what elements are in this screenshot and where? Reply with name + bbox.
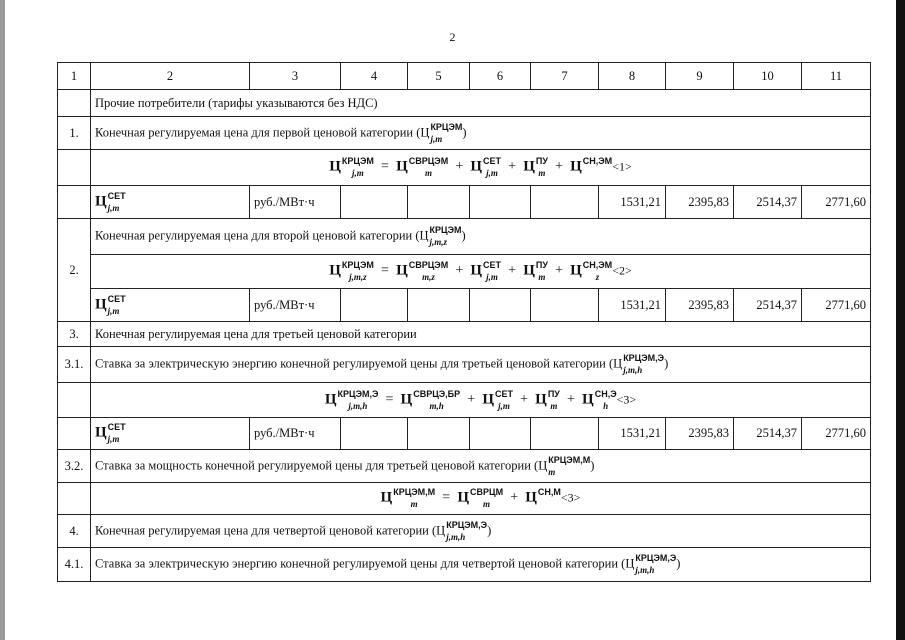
operator: + <box>520 391 529 407</box>
section-label-text: Ставка за электрическую энергию конечной регулируемой цены для четвертой ценовой категории (Ц <box>95 556 635 571</box>
subscript: j,m <box>107 305 120 316</box>
section-row-3-2 <box>58 450 871 483</box>
tariff-table <box>57 62 871 582</box>
superscript: СВРЦЭ,БР <box>413 388 461 399</box>
empty-cell <box>341 289 408 322</box>
symbol: Ц <box>400 390 413 407</box>
price-row-2 <box>58 289 871 322</box>
section-row-3-1 <box>58 347 871 383</box>
symbol: Ц <box>396 262 408 279</box>
page-number: 2 <box>449 30 456 44</box>
net-symbol <box>91 418 250 450</box>
subscript: j,m <box>486 168 498 178</box>
footnote-tag: <3> <box>616 391 637 406</box>
price-cell: 2514,37 <box>734 418 802 450</box>
superscript: КРЦЭМ <box>430 121 463 132</box>
symbol: Ц <box>570 158 582 175</box>
superscript: КРЦЭМ,Э <box>337 388 379 399</box>
index-cell <box>58 186 91 219</box>
superscript: КРЦЭМ,М <box>548 454 591 465</box>
header-cell: 10 <box>734 63 802 90</box>
symbol: Ц <box>329 158 341 175</box>
price-cell: 2771,60 <box>802 418 871 450</box>
section-label <box>91 515 871 548</box>
superscript: СН,ЭМ <box>582 260 613 270</box>
section-index: 4. <box>58 515 91 548</box>
empty-cell <box>341 418 408 450</box>
superscript: СЕТ <box>494 388 513 399</box>
empty-cell <box>531 186 599 219</box>
section-label-text: Ставка за электрическую энергию конечной регулируемой цены для третьей ценовой категории (Ц <box>95 356 623 371</box>
superscript: КРЦЭМ,Э <box>635 553 677 563</box>
superscript: КРЦЭМ <box>341 260 374 270</box>
section-row-4 <box>58 515 871 548</box>
section-label-close: ) <box>590 457 595 472</box>
superscript: СЕТ <box>483 260 502 270</box>
formula-row-3-2 <box>58 483 871 515</box>
section-label-text: Ставка за мощность конечной регулируемой цены для третьей ценовой категории (Ц <box>95 457 548 472</box>
empty-cell <box>470 289 531 322</box>
subscript: m <box>483 499 491 509</box>
operator: + <box>455 159 464 175</box>
formula-2 <box>91 255 871 289</box>
price-cell: 1531,21 <box>599 186 666 219</box>
header-cell: 5 <box>408 63 470 90</box>
index-cell <box>58 418 91 450</box>
section-label-close: ) <box>676 556 681 571</box>
operator: = <box>385 391 394 407</box>
operator: + <box>455 263 464 279</box>
subscript: z <box>595 272 600 282</box>
subscript: m <box>538 272 546 282</box>
formula-row-2 <box>58 255 871 289</box>
price-cell: 2395,83 <box>666 418 734 450</box>
unit-cell: руб./МВт·ч <box>250 186 341 219</box>
index-cell <box>58 483 91 515</box>
superscript: СВРЦМ <box>470 487 504 497</box>
operator: + <box>508 263 517 279</box>
symbol: Ц <box>535 390 547 407</box>
price-cell: 2771,60 <box>802 289 871 322</box>
empty-cell <box>470 186 531 219</box>
subscript: j,m <box>352 168 364 178</box>
section-row-4-1 <box>58 548 871 582</box>
price-cell: 1531,21 <box>599 418 666 450</box>
superscript: СЕТ <box>107 190 126 201</box>
symbol: Ц <box>95 295 107 312</box>
unit-cell: руб./МВт·ч <box>250 289 341 322</box>
price-cell: 2395,83 <box>666 186 734 219</box>
section-label <box>91 347 871 383</box>
section-row-1 <box>58 117 871 150</box>
subscript: m <box>550 400 558 411</box>
header-row <box>58 63 871 90</box>
header-cell: 11 <box>802 63 871 90</box>
formula-3-2 <box>91 483 871 515</box>
operator: = <box>442 490 451 506</box>
header-cell: 7 <box>531 63 599 90</box>
price-row-1 <box>58 186 871 219</box>
formula-1 <box>91 150 871 186</box>
header-cell: 1 <box>58 63 91 90</box>
superscript: СВРЦЭМ <box>408 260 449 270</box>
header-cell: 3 <box>250 63 341 90</box>
section-label-text: Конечная регулируемая цена для первой ценовой категории (Ц <box>95 124 430 139</box>
section-index: 3.1. <box>58 347 91 383</box>
symbol: Ц <box>329 262 341 279</box>
price-cell: 2771,60 <box>802 186 871 219</box>
index-cell <box>58 150 91 186</box>
empty-cell <box>408 186 470 219</box>
symbol: Ц <box>95 424 107 441</box>
symbol: Ц <box>396 158 408 175</box>
symbol: Ц <box>525 489 537 506</box>
symbol: Ц <box>380 489 393 506</box>
section-label-close: ) <box>664 356 669 371</box>
superscript: СН,Э <box>594 388 617 399</box>
section-label: Конечная регулируемая цена для третьей ценовой категории <box>91 322 871 347</box>
symbol: Ц <box>457 489 469 506</box>
empty-cell <box>341 186 408 219</box>
symbol: Ц <box>570 262 582 279</box>
subscript: j,m <box>486 272 498 282</box>
subscript: j,m,h <box>446 531 466 542</box>
section-label-close: ) <box>487 522 492 537</box>
section-label <box>91 548 871 582</box>
subscript: j,m,h <box>348 400 368 411</box>
symbol: Ц <box>95 192 107 209</box>
footnote-tag: <3> <box>560 490 581 505</box>
superscript: КРЦЭМ,Э <box>446 519 488 530</box>
index-cell <box>58 383 91 418</box>
symbol: Ц <box>470 262 483 279</box>
footnote-tag: <2> <box>612 263 632 278</box>
formula-3-1 <box>91 383 871 418</box>
section-label-close: ) <box>462 124 467 139</box>
subscript <box>538 500 561 509</box>
superscript: ПУ <box>547 388 560 399</box>
formula-row-3-1 <box>58 383 871 418</box>
symbol: Ц <box>482 390 494 407</box>
section-label-close: ) <box>461 228 466 243</box>
superscript: СВРЦЭМ <box>408 156 449 166</box>
superscript: СН,ЭМ <box>582 156 613 166</box>
empty-cell <box>408 289 470 322</box>
consumer-group-row <box>58 90 871 117</box>
subscript: j,m <box>107 202 120 213</box>
subscript <box>583 169 612 178</box>
section-label <box>91 450 871 483</box>
subscript: j,m,z <box>349 272 367 282</box>
price-cell: 2395,83 <box>666 289 734 322</box>
operator: = <box>381 159 389 175</box>
subscript: j,m,h <box>623 365 643 375</box>
subscript: m,h <box>429 400 444 411</box>
empty-cell <box>470 418 531 450</box>
subscript: m <box>410 499 418 509</box>
empty-cell <box>531 418 599 450</box>
operator: + <box>510 490 519 506</box>
superscript: КРЦЭМ,М <box>393 487 436 497</box>
symbol: Ц <box>582 390 594 407</box>
superscript: СН,М <box>537 487 561 497</box>
superscript: КРЦЭМ <box>429 225 462 235</box>
section-index: 2. <box>58 219 91 322</box>
superscript: ПУ <box>535 156 548 166</box>
operator: + <box>508 159 517 175</box>
operator: = <box>381 263 389 279</box>
header-cell: 9 <box>666 63 734 90</box>
unit-cell: руб./МВт·ч <box>250 418 341 450</box>
superscript: ПУ <box>535 260 548 270</box>
symbol: Ц <box>324 390 337 407</box>
section-index: 4.1. <box>58 548 91 582</box>
header-cell: 4 <box>341 63 408 90</box>
superscript: СЕТ <box>107 293 126 304</box>
subscript: j,m <box>498 400 510 411</box>
section-row-2 <box>58 219 871 255</box>
price-cell: 1531,21 <box>599 289 666 322</box>
price-row-3-1 <box>58 418 871 450</box>
subscript: m,z <box>422 272 435 282</box>
price-cell: 2514,37 <box>734 186 802 219</box>
scan-edge-left <box>0 0 5 640</box>
empty-cell <box>408 418 470 450</box>
net-symbol <box>91 289 250 322</box>
section-index: 3.2. <box>58 450 91 483</box>
section-label <box>91 219 871 255</box>
subscript: h <box>603 400 609 411</box>
section-row-3 <box>58 322 871 347</box>
empty-cell <box>531 289 599 322</box>
formula-row-1 <box>58 150 871 186</box>
superscript: КРЦЭМ <box>341 156 374 166</box>
header-cell: 6 <box>470 63 531 90</box>
section-label-text: Конечная регулируемая цена для второй ценовой категории (Ц <box>95 228 429 243</box>
operator: + <box>567 391 575 407</box>
scan-edge-right <box>896 0 905 640</box>
subscript: m <box>548 466 556 477</box>
superscript: СЕТ <box>107 422 126 432</box>
subscript: m <box>424 168 432 178</box>
symbol: Ц <box>523 262 535 279</box>
price-cell: 2514,37 <box>734 289 802 322</box>
subscript: m <box>538 168 546 178</box>
index-cell <box>58 90 91 117</box>
subscript: j,m,z <box>429 237 448 247</box>
operator: + <box>467 391 476 407</box>
subscript: j,m <box>107 434 120 444</box>
symbol: Ц <box>523 158 535 175</box>
section-label-text: Конечная регулируемая цена для четвертой ценовой категории (Ц <box>95 522 446 537</box>
subscript: j,m <box>430 133 443 144</box>
footnote-tag: <1> <box>612 159 632 174</box>
section-label <box>91 117 871 150</box>
superscript: КРЦЭМ,Э <box>623 353 665 363</box>
operator: + <box>555 263 563 279</box>
operator: + <box>555 159 563 175</box>
header-cell: 8 <box>599 63 666 90</box>
section-index: 1. <box>58 117 91 150</box>
subscript: j,m,h <box>635 565 655 575</box>
consumer-group-label: Прочие потребители (тарифы указываются без НДС) <box>91 90 871 117</box>
superscript: СЕТ <box>483 156 502 166</box>
header-cell: 2 <box>91 63 250 90</box>
net-symbol <box>91 186 250 219</box>
symbol: Ц <box>470 158 483 175</box>
section-index: 3. <box>58 322 91 347</box>
